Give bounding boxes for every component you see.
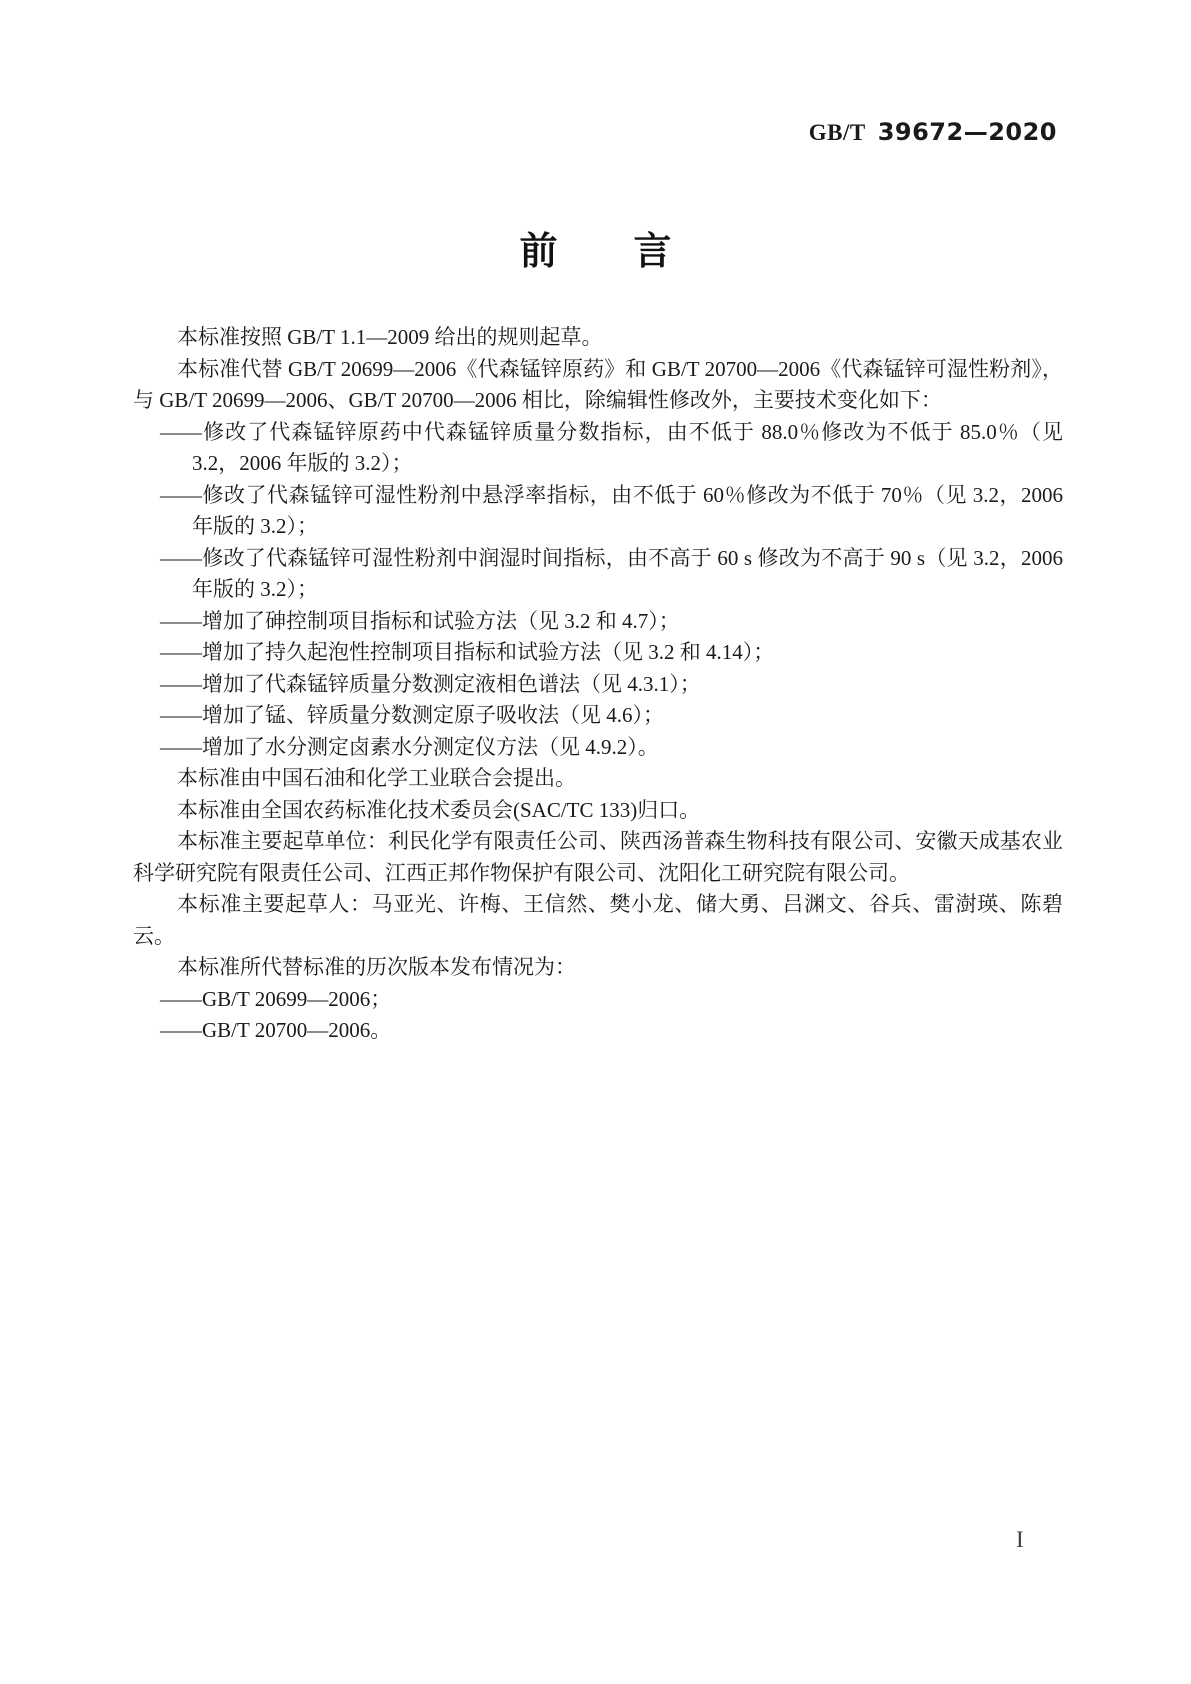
change-item: ——修改了代森锰锌可湿性粉剂中润湿时间指标，由不高于 60 s 修改为不高于 90 s（见 3.2，2006 年版的 3.2）； [160, 545, 1063, 601]
history-item: ——GB/T 20700—2006。 [160, 1018, 392, 1042]
change-item: ——增加了锰、锌质量分数测定原子吸收法（见 4.6）； [160, 703, 664, 727]
para-drafting-units: 本标准主要起草单位：利民化学有限责任公司、陕西汤普森生物科技有限公司、安徽天成基农业科学研究院有限责任公司、江西正邦作物保护有限公司、沈阳化工研究院有限公司。 [133, 829, 1063, 885]
change-item: ——增加了水分测定卤素水分测定仪方法（见 4.9.2）。 [160, 734, 659, 759]
standard-code [809, 118, 1057, 146]
history-item: ——GB/T 20699—2006； [160, 986, 392, 1011]
change-item: ——修改了代森锰锌可湿性粉剂中悬浮率指标，由不低于 60％修改为不低于 70％（见 3.2，2006 年版的 3.2）； [160, 482, 1063, 538]
para-rule: 本标准按照 GB/T 1.1—2009 给出的规则起草。 [177, 325, 603, 349]
change-item: ——增加了砷控制项目指标和试验方法（见 3.2 和 4.7）； [160, 608, 680, 633]
standard-code-number: 39672—2020 [877, 118, 1057, 146]
standard-code-prefix: GB/T [808, 120, 866, 145]
change-item: ——增加了持久起泡性控制项目指标和试验方法（见 3.2 和 4.14）； [160, 640, 775, 664]
para-history-intro: 本标准所代替标准的历次版本发布情况为： [177, 955, 576, 979]
page-title: 前 言 [519, 231, 672, 273]
change-item: ——修改了代森锰锌原药中代森锰锌质量分数指标，由不低于 88.0％修改为不低于 85.0％（见 3.2，2006 年版的 3.2）； [160, 419, 1063, 475]
page-number: I [1016, 1527, 1024, 1552]
para-proposed: 本标准由中国石油和化学工业联合会提出。 [177, 766, 576, 790]
para-replace: 本标准代替 GB/T 20699—2006《代森锰锌原药》和 GB/T 20700—2006《代森锰锌可湿性粉剂》，与 GB/T 20699—2006、GB/T 20700—2006 相比，除编辑性修改外，主要技术变化如下： [133, 356, 1063, 412]
foreword-body [133, 322, 1063, 1047]
para-centralized: 本标准由全国农药标准化技术委员会(SAC/TC 133)归口。 [177, 797, 701, 822]
para-drafters: 本标准主要起草人：马亚光、许梅、王信然、樊小龙、储大勇、吕渊文、谷兵、雷澍瑛、陈碧云。 [133, 892, 1063, 948]
change-item: ——增加了代森锰锌质量分数测定液相色谱法（见 4.3.1）； [160, 671, 701, 696]
